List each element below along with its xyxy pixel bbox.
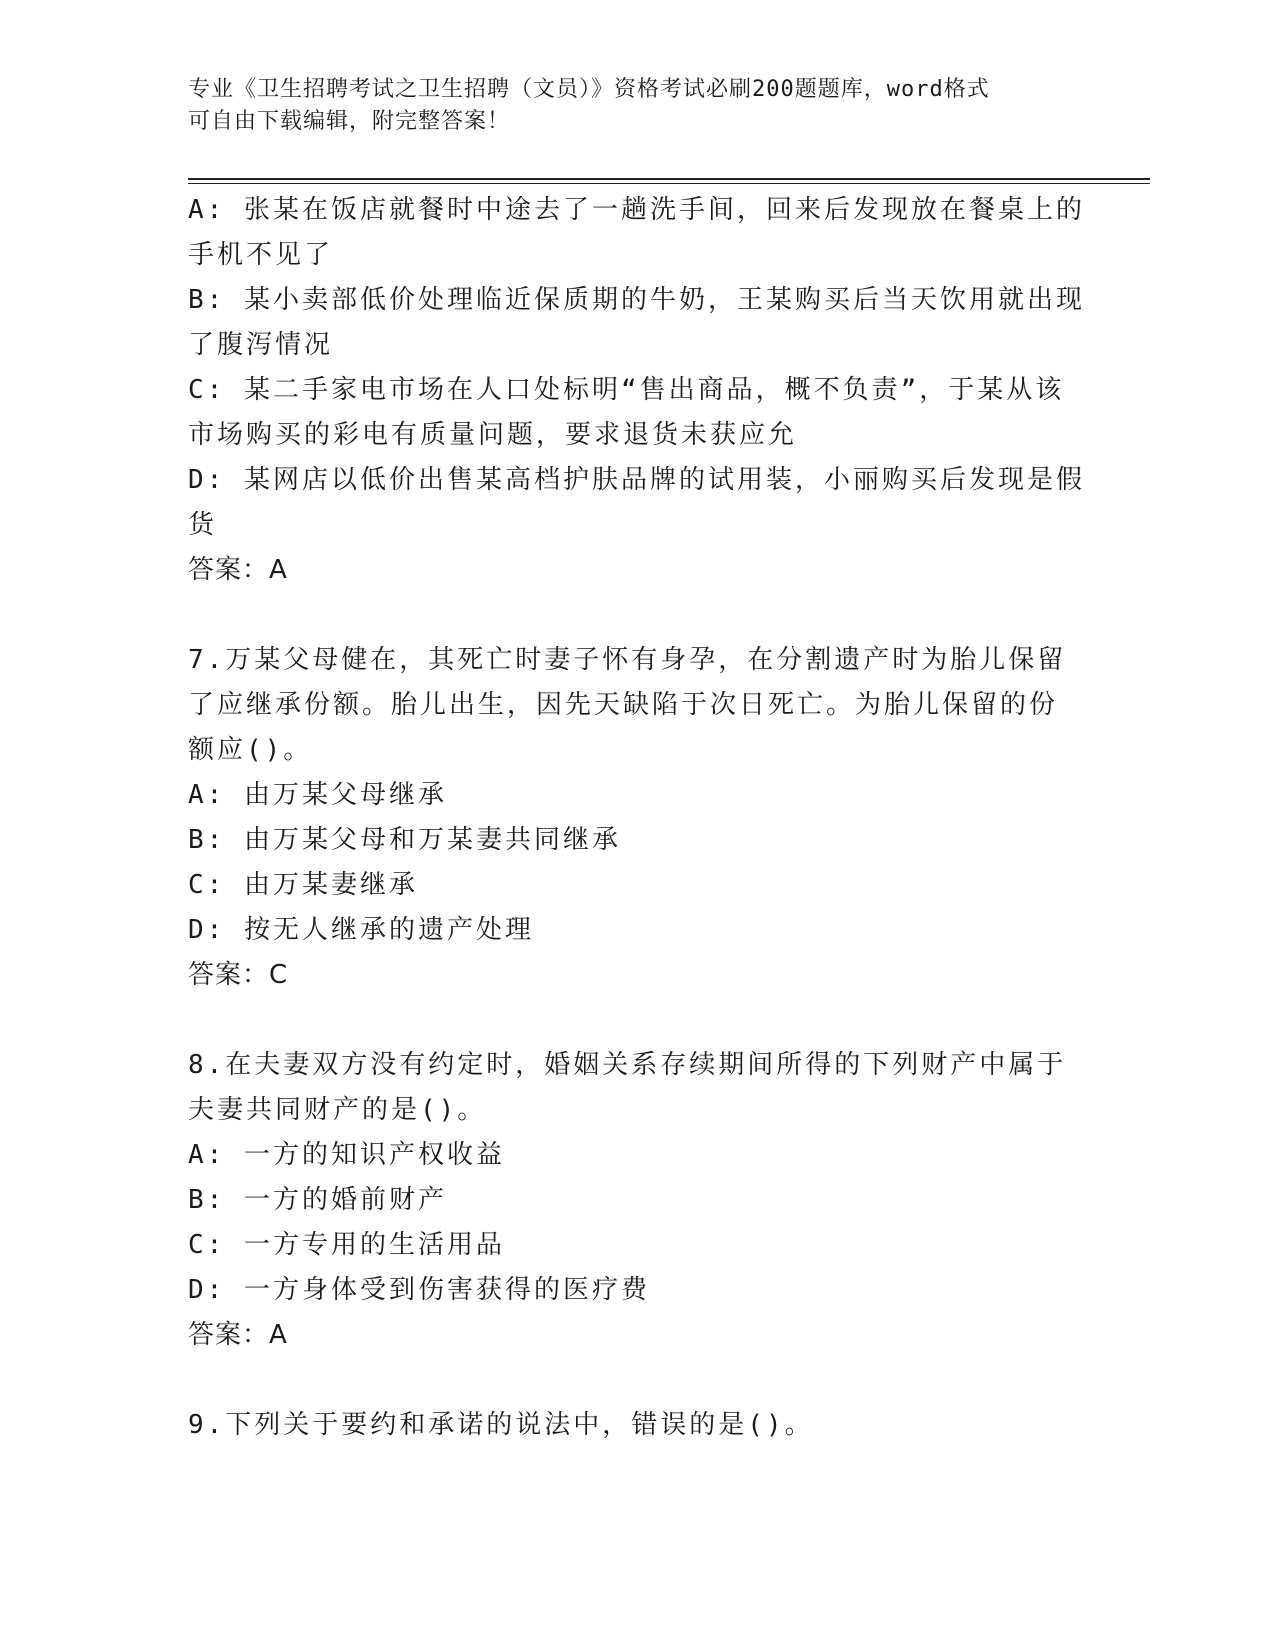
q6-option-b-line2: 了腹泻情况 xyxy=(188,330,334,360)
q7-option-b xyxy=(188,818,1088,863)
q8-stem-line2: 夫妻共同财产的是()。 xyxy=(188,1095,487,1125)
q8-option-d xyxy=(188,1268,1088,1313)
q7-option-b-text: B: 由万某父母和万某妻共同继承 xyxy=(188,825,621,855)
question-8 xyxy=(188,1043,1088,1358)
q9-stem-line1: 9.下列关于要约和承诺的说法中，错误的是()。 xyxy=(188,1410,814,1440)
q9-stem xyxy=(188,1403,1088,1448)
document-body xyxy=(188,188,1088,1448)
q8-option-c xyxy=(188,1223,1088,1268)
q7-stem-line2: 了应继承份额。胎儿出生，因先天缺陷于次日死亡。为胎儿保留的份 xyxy=(188,690,1059,720)
q7-option-c xyxy=(188,863,1088,908)
spacer xyxy=(188,593,1088,638)
q7-option-a-text: A: 由万某父母继承 xyxy=(188,780,447,810)
q8-option-a-text: A: 一方的知识产权收益 xyxy=(188,1140,505,1170)
q7-option-d-text: D: 按无人继承的遗产处理 xyxy=(188,915,534,945)
q6-option-d xyxy=(188,458,1088,548)
question-9 xyxy=(188,1403,1088,1448)
q6-option-d-line1: D: 某网店以低价出售某高档护肤品牌的试用装，小丽购买后发现是假 xyxy=(188,465,1085,495)
q8-stem xyxy=(188,1043,1088,1133)
q8-option-d-text: D: 一方身体受到伤害获得的医疗费 xyxy=(188,1275,650,1305)
q8-option-b-text: B: 一方的婚前财产 xyxy=(188,1185,447,1215)
q6-answer: 答案：A xyxy=(188,555,288,585)
q7-stem xyxy=(188,638,1088,773)
q7-option-d xyxy=(188,908,1088,953)
q8-answer: 答案：A xyxy=(188,1320,288,1350)
q6-option-b-line1: B: 某小卖部低价处理临近保质期的牛奶，王某购买后当天饮用就出现 xyxy=(188,285,1085,315)
q6-option-c xyxy=(188,368,1088,458)
q7-option-a xyxy=(188,773,1088,818)
q6-option-b xyxy=(188,278,1088,368)
q6-option-d-line2: 货 xyxy=(188,510,218,540)
q6-option-a-line1: A: 张某在饭店就餐时中途去了一趟洗手间，回来后发现放在餐桌上的 xyxy=(188,195,1085,225)
q8-option-b xyxy=(188,1178,1088,1223)
spacer xyxy=(188,998,1088,1043)
q7-stem-line3: 额应()。 xyxy=(188,735,313,765)
q6-option-c-line2: 市场购买的彩电有质量问题，要求退货未获应允 xyxy=(188,420,798,450)
q6-option-c-line1: C: 某二手家电市场在人口处标明“售出商品，概不负责”，于某从该 xyxy=(188,375,1065,405)
header-line-1: 专业《卫生招聘考试之卫生招聘（文员）》资格考试必刷200题题库，word格式 xyxy=(188,77,990,102)
header-divider-thin xyxy=(188,183,1150,184)
spacer xyxy=(188,1358,1088,1403)
question-7 xyxy=(188,638,1088,998)
q8-stem-line1: 8.在夫妻双方没有约定时，婚姻关系存续期间所得的下列财产中属于 xyxy=(188,1050,1067,1080)
q6-option-a xyxy=(188,188,1088,278)
question-6 xyxy=(188,188,1088,593)
q7-answer: 答案：C xyxy=(188,960,289,990)
q8-option-a xyxy=(188,1133,1088,1178)
q8-option-c-text: C: 一方专用的生活用品 xyxy=(188,1230,505,1260)
document-header xyxy=(188,74,1088,138)
header-line-2: 可自由下载编辑，附完整答案！ xyxy=(188,109,511,134)
q7-stem-line1: 7.万某父母健在，其死亡时妻子怀有身孕，在分割遗产时为胎儿保留 xyxy=(188,645,1067,675)
q6-option-a-line2: 手机不见了 xyxy=(188,240,334,270)
q7-option-c-text: C: 由万某妻继承 xyxy=(188,870,418,900)
header-divider-thick xyxy=(188,178,1150,180)
